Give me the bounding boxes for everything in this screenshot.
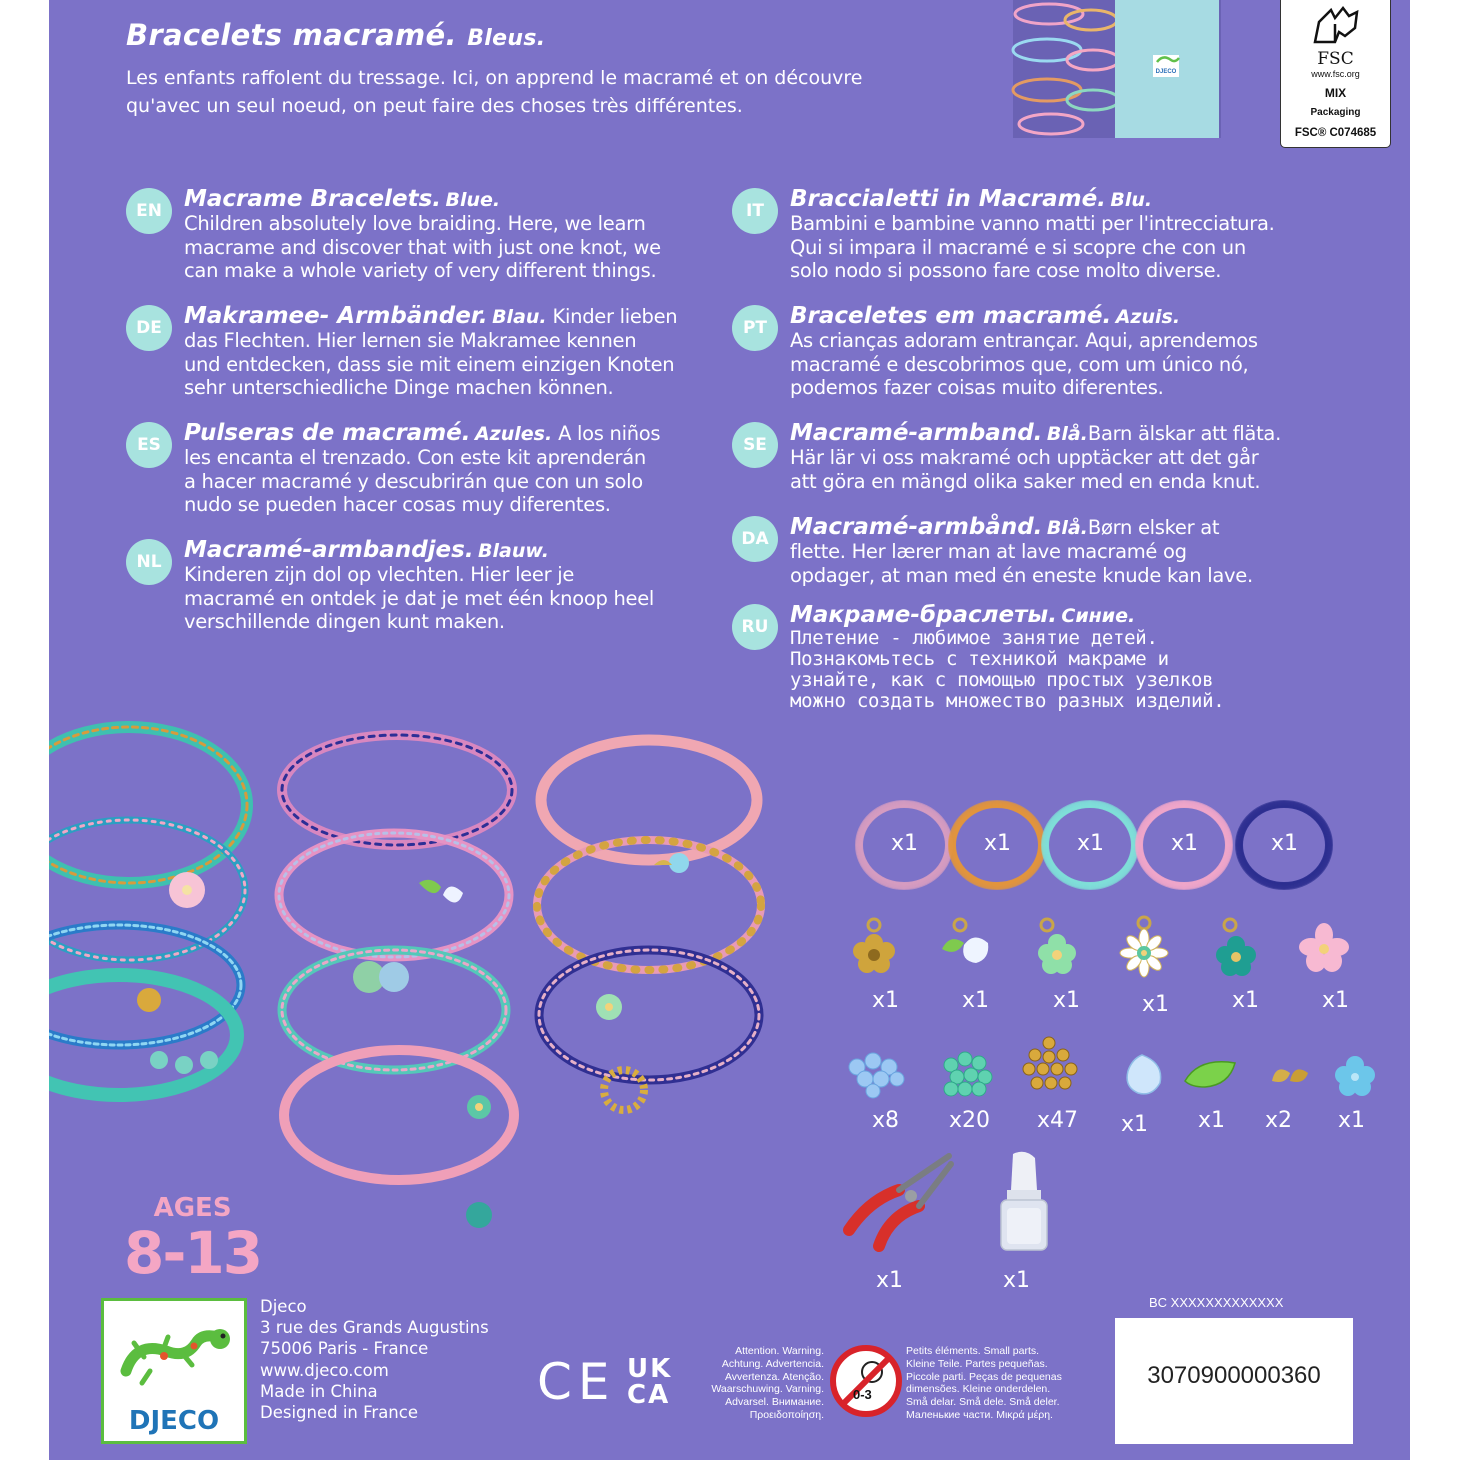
warning-line: Attention. Warning. xyxy=(735,1345,824,1357)
barcode-label: BC XXXXXXXXXXXXX xyxy=(1149,1295,1284,1310)
language-body-line: macrame and discover that with just one knot, we xyxy=(184,235,661,259)
item-quantity: x47 xyxy=(1037,1108,1079,1133)
language-title: Macramé-armbandjes. xyxy=(184,537,474,563)
barcode-number: 3070900000360 xyxy=(1147,1362,1321,1389)
language-body-line: As crianças adoram entrançar. Aqui, aprendemos xyxy=(790,329,1258,352)
language-block-it xyxy=(746,186,1350,283)
language-title: Braccialetti in Macramé. xyxy=(790,186,1106,212)
glass-drop-bead-icon xyxy=(1112,1043,1172,1103)
warning-text-right xyxy=(906,1345,1096,1422)
language-block-da xyxy=(741,514,1350,587)
company-address xyxy=(260,1296,489,1423)
language-title: Макраме-браслеты. xyxy=(790,602,1057,628)
language-subtitle: Blå. xyxy=(1046,517,1088,539)
djeco-logo xyxy=(101,1298,247,1444)
language-lead-text: A los niños xyxy=(552,422,661,445)
language-body-line: macramé en ontdek je dat je met één knoop heel xyxy=(184,586,655,610)
thread-quantity: x1 xyxy=(1171,831,1199,856)
language-body-line: Children absolutely love braiding. Here, we learn xyxy=(184,212,646,235)
thread-coil xyxy=(1229,793,1339,898)
warning-line: Små delar. Små dele. Små deler. xyxy=(906,1396,1060,1409)
svg-text:DJECO: DJECO xyxy=(1155,69,1177,75)
item-quantity: x1 xyxy=(962,988,990,1013)
language-body-line: Bambini e bambine vanno matti per l'intrecciatura. xyxy=(790,212,1275,235)
language-body-line: можно создать множество разных изделий. xyxy=(790,690,1225,712)
packaging-back-panel xyxy=(49,0,1410,1460)
language-code-badge: IT xyxy=(732,188,778,234)
language-title: Macrame Bracelets. xyxy=(184,186,442,212)
language-body-line: nudo se pueden hacer cosas muy diferentes. xyxy=(184,493,611,516)
lily-leaf-charm-icon xyxy=(934,915,994,981)
language-lead-text: Kinder lieben xyxy=(546,305,678,328)
language-body-line: Познакомьтесь с техникой макраме и xyxy=(790,648,1169,670)
teal-flower-charm-icon xyxy=(1204,915,1264,981)
language-title: Macramé-armbånd. xyxy=(790,514,1043,540)
language-body-line: a hacer macramé y descubrirán que con un solo xyxy=(184,469,643,493)
item-quantity: x1 xyxy=(1198,1108,1226,1133)
language-block-en xyxy=(136,186,744,283)
pink-flower-icon xyxy=(1294,915,1354,981)
item-quantity: x1 xyxy=(1003,1268,1031,1293)
svg-text:0-3: 0-3 xyxy=(853,1387,872,1402)
item-quantity: x2 xyxy=(1265,1108,1293,1133)
warning-text-left xyxy=(669,1345,824,1422)
language-title: Macramé-armband. xyxy=(790,420,1043,446)
thread-quantity: x1 xyxy=(984,831,1012,856)
language-body-line: verschillende dingen kunt maken. xyxy=(184,610,505,633)
language-subtitle: Синие. xyxy=(1061,605,1136,627)
product-intro: Les enfants raffolent du tressage. Ici, on apprend le macramé et on découvre qu'avec un seul noeud, on peut faire des choses très différentes. xyxy=(126,67,863,117)
gold-leaf-bead-icon xyxy=(1258,1043,1318,1103)
item-quantity: x1 xyxy=(1142,992,1170,1017)
language-code-badge: NL xyxy=(126,539,172,585)
language-subtitle: Blu. xyxy=(1110,189,1153,211)
address-line: 75006 Paris - France xyxy=(260,1339,429,1359)
glue-bottle-icon xyxy=(987,1150,1107,1255)
product-title: Bracelets macramé. Bleus. xyxy=(126,18,546,52)
warning-line: Petits éléments. Small parts. xyxy=(906,1345,1040,1357)
language-subtitle: Azules. xyxy=(474,423,553,445)
language-code-badge: SE xyxy=(732,422,778,468)
item-quantity: x1 xyxy=(872,988,900,1013)
item-quantity: x1 xyxy=(1338,1108,1366,1133)
language-subtitle: Blue. xyxy=(445,189,501,211)
blue-flower-bead-icon xyxy=(1325,1043,1385,1103)
language-body-line: Qui si impara il macramé e si scopre che con un xyxy=(790,235,1246,259)
address-line: 3 rue des Grands Augustins xyxy=(260,1318,489,1338)
language-block-ru xyxy=(741,602,1350,712)
language-subtitle: Blauw. xyxy=(478,540,549,562)
language-body-line: opdager, at man med én eneste knude kan lave. xyxy=(790,563,1253,587)
language-block-se xyxy=(743,420,1350,493)
language-code-badge: DA xyxy=(732,516,778,562)
warning-line: Advarsel. Внимание. xyxy=(725,1396,824,1409)
item-quantity: x1 xyxy=(1322,988,1350,1013)
language-title: Makramee- Armbänder. xyxy=(184,303,488,329)
language-subtitle: Blau. xyxy=(492,306,547,328)
language-title: Pulseras de macramé. xyxy=(184,420,471,446)
age-range: AGES 8-13 xyxy=(124,1193,262,1287)
language-body-line: und entdecken, dass sie mit einem einzigen Knoten xyxy=(184,352,675,376)
thread-quantity: x1 xyxy=(1077,831,1105,856)
language-code-badge: RU xyxy=(732,604,778,650)
bracelets-illustration xyxy=(49,715,809,1235)
language-title: Braceletes em macramé. xyxy=(790,303,1112,329)
warning-line: dimensões. Kleine onderdelen. xyxy=(906,1383,1051,1396)
ce-mark: CE xyxy=(537,1353,616,1411)
pliers-icon xyxy=(839,1150,959,1255)
language-block-de xyxy=(136,303,744,400)
language-body-line: Kinderen zijn dol op vlechten. Hier leer je xyxy=(184,563,575,586)
language-subtitle: Blå. xyxy=(1046,423,1088,445)
clear-blue-beads-icon xyxy=(845,1043,905,1103)
address-line[interactable]: www.djeco.com xyxy=(260,1360,389,1380)
language-body-line: узнайте, как с помощью простых узелков xyxy=(790,669,1214,691)
language-code-badge: ES xyxy=(126,422,172,468)
warning-line: Kleine Teile. Partes pequeñas. xyxy=(906,1357,1048,1370)
svg-text:DJECO: DJECO xyxy=(128,1406,220,1436)
item-quantity: x8 xyxy=(872,1108,900,1133)
warning-line: Маленькие части. Μικρά μέρη. xyxy=(906,1408,1053,1421)
fsc-tree-icon xyxy=(1305,2,1367,46)
instruction-booklet-image xyxy=(1011,0,1221,138)
warning-line: Piccole parti. Peças de pequenas xyxy=(906,1370,1062,1383)
mint-flower-charm-icon xyxy=(1025,915,1085,981)
address-line: Made in China xyxy=(260,1381,378,1401)
thread-quantity: x1 xyxy=(1271,831,1299,856)
language-body-line: podemos fazer coisas muito diferentes. xyxy=(790,376,1164,399)
mint-seed-beads-icon xyxy=(937,1043,997,1103)
language-body-line: Плетение - любимое занятие детей. xyxy=(790,627,1158,649)
daisy-charm-icon xyxy=(1114,915,1174,981)
thread-coil xyxy=(1129,793,1239,898)
age-warning-icon xyxy=(829,1344,903,1418)
item-quantity: x20 xyxy=(949,1108,991,1133)
language-lead-text: Børn elsker at xyxy=(1087,516,1220,539)
warning-line: Waarschuwing. Varning. xyxy=(711,1383,824,1396)
language-body-line: das Flechten. Hier lernen sie Makramee kennen xyxy=(184,329,637,352)
fsc-label: FSC www.fsc.org MIX Packaging FSC® C074685 xyxy=(1280,0,1391,148)
language-code-badge: PT xyxy=(732,305,778,351)
warning-line: Avvertenza. Atenção. xyxy=(724,1370,824,1383)
language-body-line: solo nodo si possono fare cose molto diverse. xyxy=(790,259,1222,282)
item-quantity: x1 xyxy=(876,1268,904,1293)
language-body-line: sehr unterschiedliche Dinge machen können. xyxy=(184,376,614,399)
gold-flower-charm-icon xyxy=(844,915,904,981)
language-body-line: att göra en mängd olika saker med en enda knut. xyxy=(790,469,1261,493)
language-body-line: Här lär vi oss makramé och upptäcker att det går xyxy=(790,446,1259,469)
language-body-line: flette. Her lærer man at lave macramé og xyxy=(790,540,1187,563)
warning-line: Προειδοποίηση. xyxy=(749,1408,824,1421)
item-quantity: x1 xyxy=(1121,1112,1149,1137)
barcode xyxy=(1115,1318,1353,1444)
gold-beads-icon xyxy=(1019,1033,1079,1093)
address-line: Djeco xyxy=(260,1297,307,1316)
green-leaf-bead-icon xyxy=(1179,1043,1239,1103)
item-quantity: x1 xyxy=(1053,988,1081,1013)
item-quantity: x1 xyxy=(1232,988,1260,1013)
language-lead-text: Barn älskar att fläta. xyxy=(1087,422,1281,445)
language-body-line: macramé e descobrimos que, com um único nó, xyxy=(790,352,1249,376)
language-block-pt xyxy=(742,303,1350,400)
thread-quantity: x1 xyxy=(891,831,919,856)
language-subtitle: Azuis. xyxy=(1115,306,1181,328)
ukca-mark: UK CA xyxy=(627,1354,673,1410)
language-body-line: les encanta el trenzado. Con este kit aprenderán xyxy=(184,446,646,469)
language-body-line: can make a whole variety of very different things. xyxy=(184,259,657,282)
language-code-badge: EN xyxy=(126,188,172,234)
warning-line: Achtung. Advertencia. xyxy=(721,1357,824,1370)
language-block-es xyxy=(137,420,744,517)
language-block-nl xyxy=(136,537,744,634)
address-line: Designed in France xyxy=(260,1403,418,1423)
language-code-badge: DE xyxy=(126,305,172,351)
